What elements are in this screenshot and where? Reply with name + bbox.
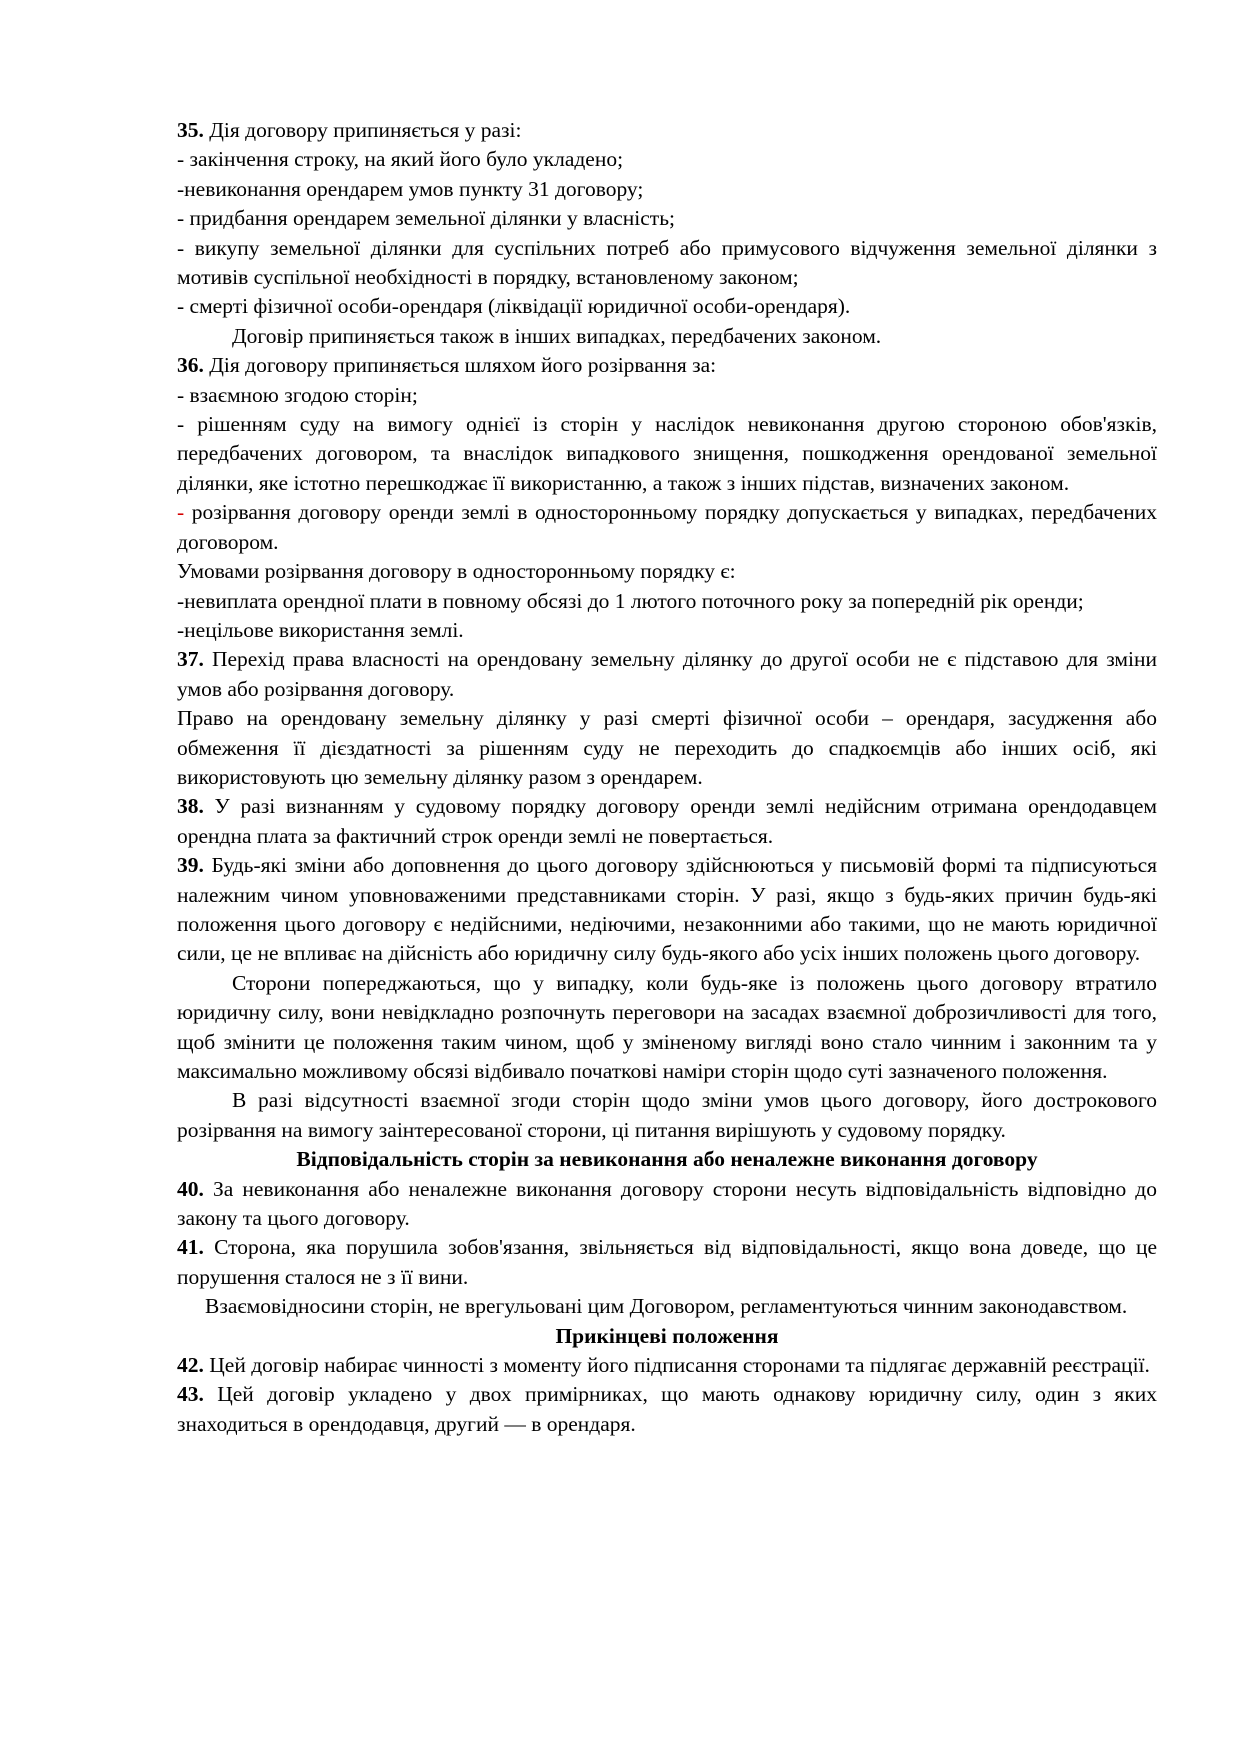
clause-text: Цей договір укладено у двох примірниках, що мають однакову юридичну силу, один з яких знаходиться в орендодавця, другий — в орендаря.	[177, 1382, 1157, 1436]
section-heading: Відповідальність сторін за невиконання або неналежне виконання договору	[296, 1147, 1038, 1172]
clause-39-text3: В разі відсутності взаємної згоди сторін щодо зміни умов цього договору, його дострокового розірвання на вимогу заінтересованої сторони, ці питання вирішують у судовому порядку.	[177, 1088, 1157, 1142]
clause-41-text2: Взаємовідносини сторін, не врегульовані цим Договором, регламентуються чинним законодавством.	[205, 1294, 1128, 1319]
clause-40	[177, 1175, 1157, 1234]
clause-39	[177, 851, 1157, 969]
clause-36-conditions: Умовами розірвання договору в односторонньому порядку є:	[177, 559, 736, 584]
clause-text: Сторона, яка порушила зобов'язання, звільняється від відповідальності, якщо вона доведе, що це порушення сталося не з її вини.	[177, 1235, 1157, 1289]
clause-36-item	[177, 498, 1157, 557]
clause-36-item: - рішенням суду на вимогу однієї із сторін у наслідок невиконання другою стороною обов'язків, передбачених договором, та внаслідок випадкового знищення, пошкодження орендованої земельної ділянки, яке істотно перешкоджає її використанню, а також з інших підстав, визначених законом.	[177, 412, 1157, 495]
clause-37-text2: Право на орендовану земельну ділянку у разі смерті фізичної особи – орендаря, засудження або обмеження її дієздатності за рішенням суду не переходить до спадкоємців або інших осіб, які використовують цю земельну ділянку разом з орендарем.	[177, 706, 1157, 789]
clause-number: 38.	[177, 794, 204, 819]
clause-37	[177, 645, 1157, 704]
clause-35-item: -невиконання орендарем умов пункту 31 договору;	[177, 176, 644, 201]
clause-text: Дія договору припиняється у разі:	[203, 118, 522, 142]
clause-36-condition: -нецільове використання землі.	[177, 617, 464, 642]
clause-35-item: - смерті фізичної особи-орендаря (ліквідації юридичної особи-орендаря).	[177, 294, 851, 319]
clause-number: 43.	[177, 1382, 204, 1407]
clause-number: 40.	[177, 1176, 204, 1201]
clause-text: У разі визнанням у судовому порядку договору оренди землі недійсним отримана орендодавцем орендна плата за фактичний строк оренди землі не повертається.	[177, 794, 1157, 848]
clause-35-closing: Договір припиняється також в інших випадках, передбачених законом.	[232, 323, 882, 348]
clause-number: 39.	[177, 853, 204, 878]
clause-text: Будь-які зміни або доповнення до цього договору здійснюються у письмовій формі та підписуються належним чином уповноваженими представниками сторін. У разі, якщо з будь-яких причин будь-які положення цього договору є недійсними, недіючими, незаконними або такими, що не мають юридичної сили, це не впливає на дійсність або юридичну силу будь-якого або усіх інших положень цього договору.	[177, 853, 1157, 966]
clause-39-text2: Сторони попереджаються, що у випадку, коли будь-яке із положень цього договору втратило юридичну силу, вони невідкладно розпочнуть переговори на засадах взаємної доброзичливості для того, щоб змінити це положення таким чином, щоб у зміненому вигляді воно стало чинним і законним та у максимально можливому обсязі відбивало початкові наміри сторін щодо суті зазначеного положення.	[177, 970, 1157, 1083]
clause-number: 35.	[177, 118, 204, 142]
clause-35-item: - закінчення строку, на який його було укладено;	[177, 147, 624, 172]
clause-number: 41.	[177, 1235, 204, 1260]
clause-text: Цей договір набирає чинності з моменту його підписання сторонами та підлягає державній реєстрації.	[203, 1353, 1150, 1378]
clause-35-lead	[177, 116, 1157, 145]
clause-text: розірвання договору оренди землі в односторонньому порядку допускається у випадках, передбачених договором.	[177, 500, 1157, 554]
clause-43	[177, 1380, 1157, 1439]
clause-number: 37.	[177, 647, 204, 672]
clause-36-condition: -невиплата орендної плати в повному обсязі до 1 лютого поточного року за попередній рік оренди;	[177, 588, 1084, 613]
clause-38	[177, 792, 1157, 851]
clause-35-item: - придбання орендарем земельної ділянки у власність;	[177, 206, 675, 231]
clause-number: 36.	[177, 353, 204, 378]
clause-41	[177, 1233, 1157, 1292]
red-dash: -	[177, 500, 185, 525]
clause-35-item: - викупу земельної ділянки для суспільних потреб або примусового відчуження земельної ділянки з мотивів суспільної необхідності в порядку, встановленому законом;	[177, 235, 1157, 290]
section-heading: Прикінцеві положення	[555, 1323, 779, 1348]
clause-text: Перехід права власності на орендовану земельну ділянку до другої особи не є підставою для зміни умов або розірвання договору.	[177, 647, 1157, 701]
document-page	[177, 116, 1157, 1439]
clause-text: Дія договору припиняється шляхом його розірвання за:	[203, 353, 717, 378]
clause-36-item: - взаємною згодою сторін;	[177, 382, 418, 407]
clause-42	[177, 1351, 1157, 1380]
clause-36-lead	[177, 351, 1157, 380]
clause-number: 42.	[177, 1353, 204, 1378]
clause-text: За невиконання або неналежне виконання договору сторони несуть відповідальність відповідно до закону та цього договору.	[177, 1176, 1157, 1231]
